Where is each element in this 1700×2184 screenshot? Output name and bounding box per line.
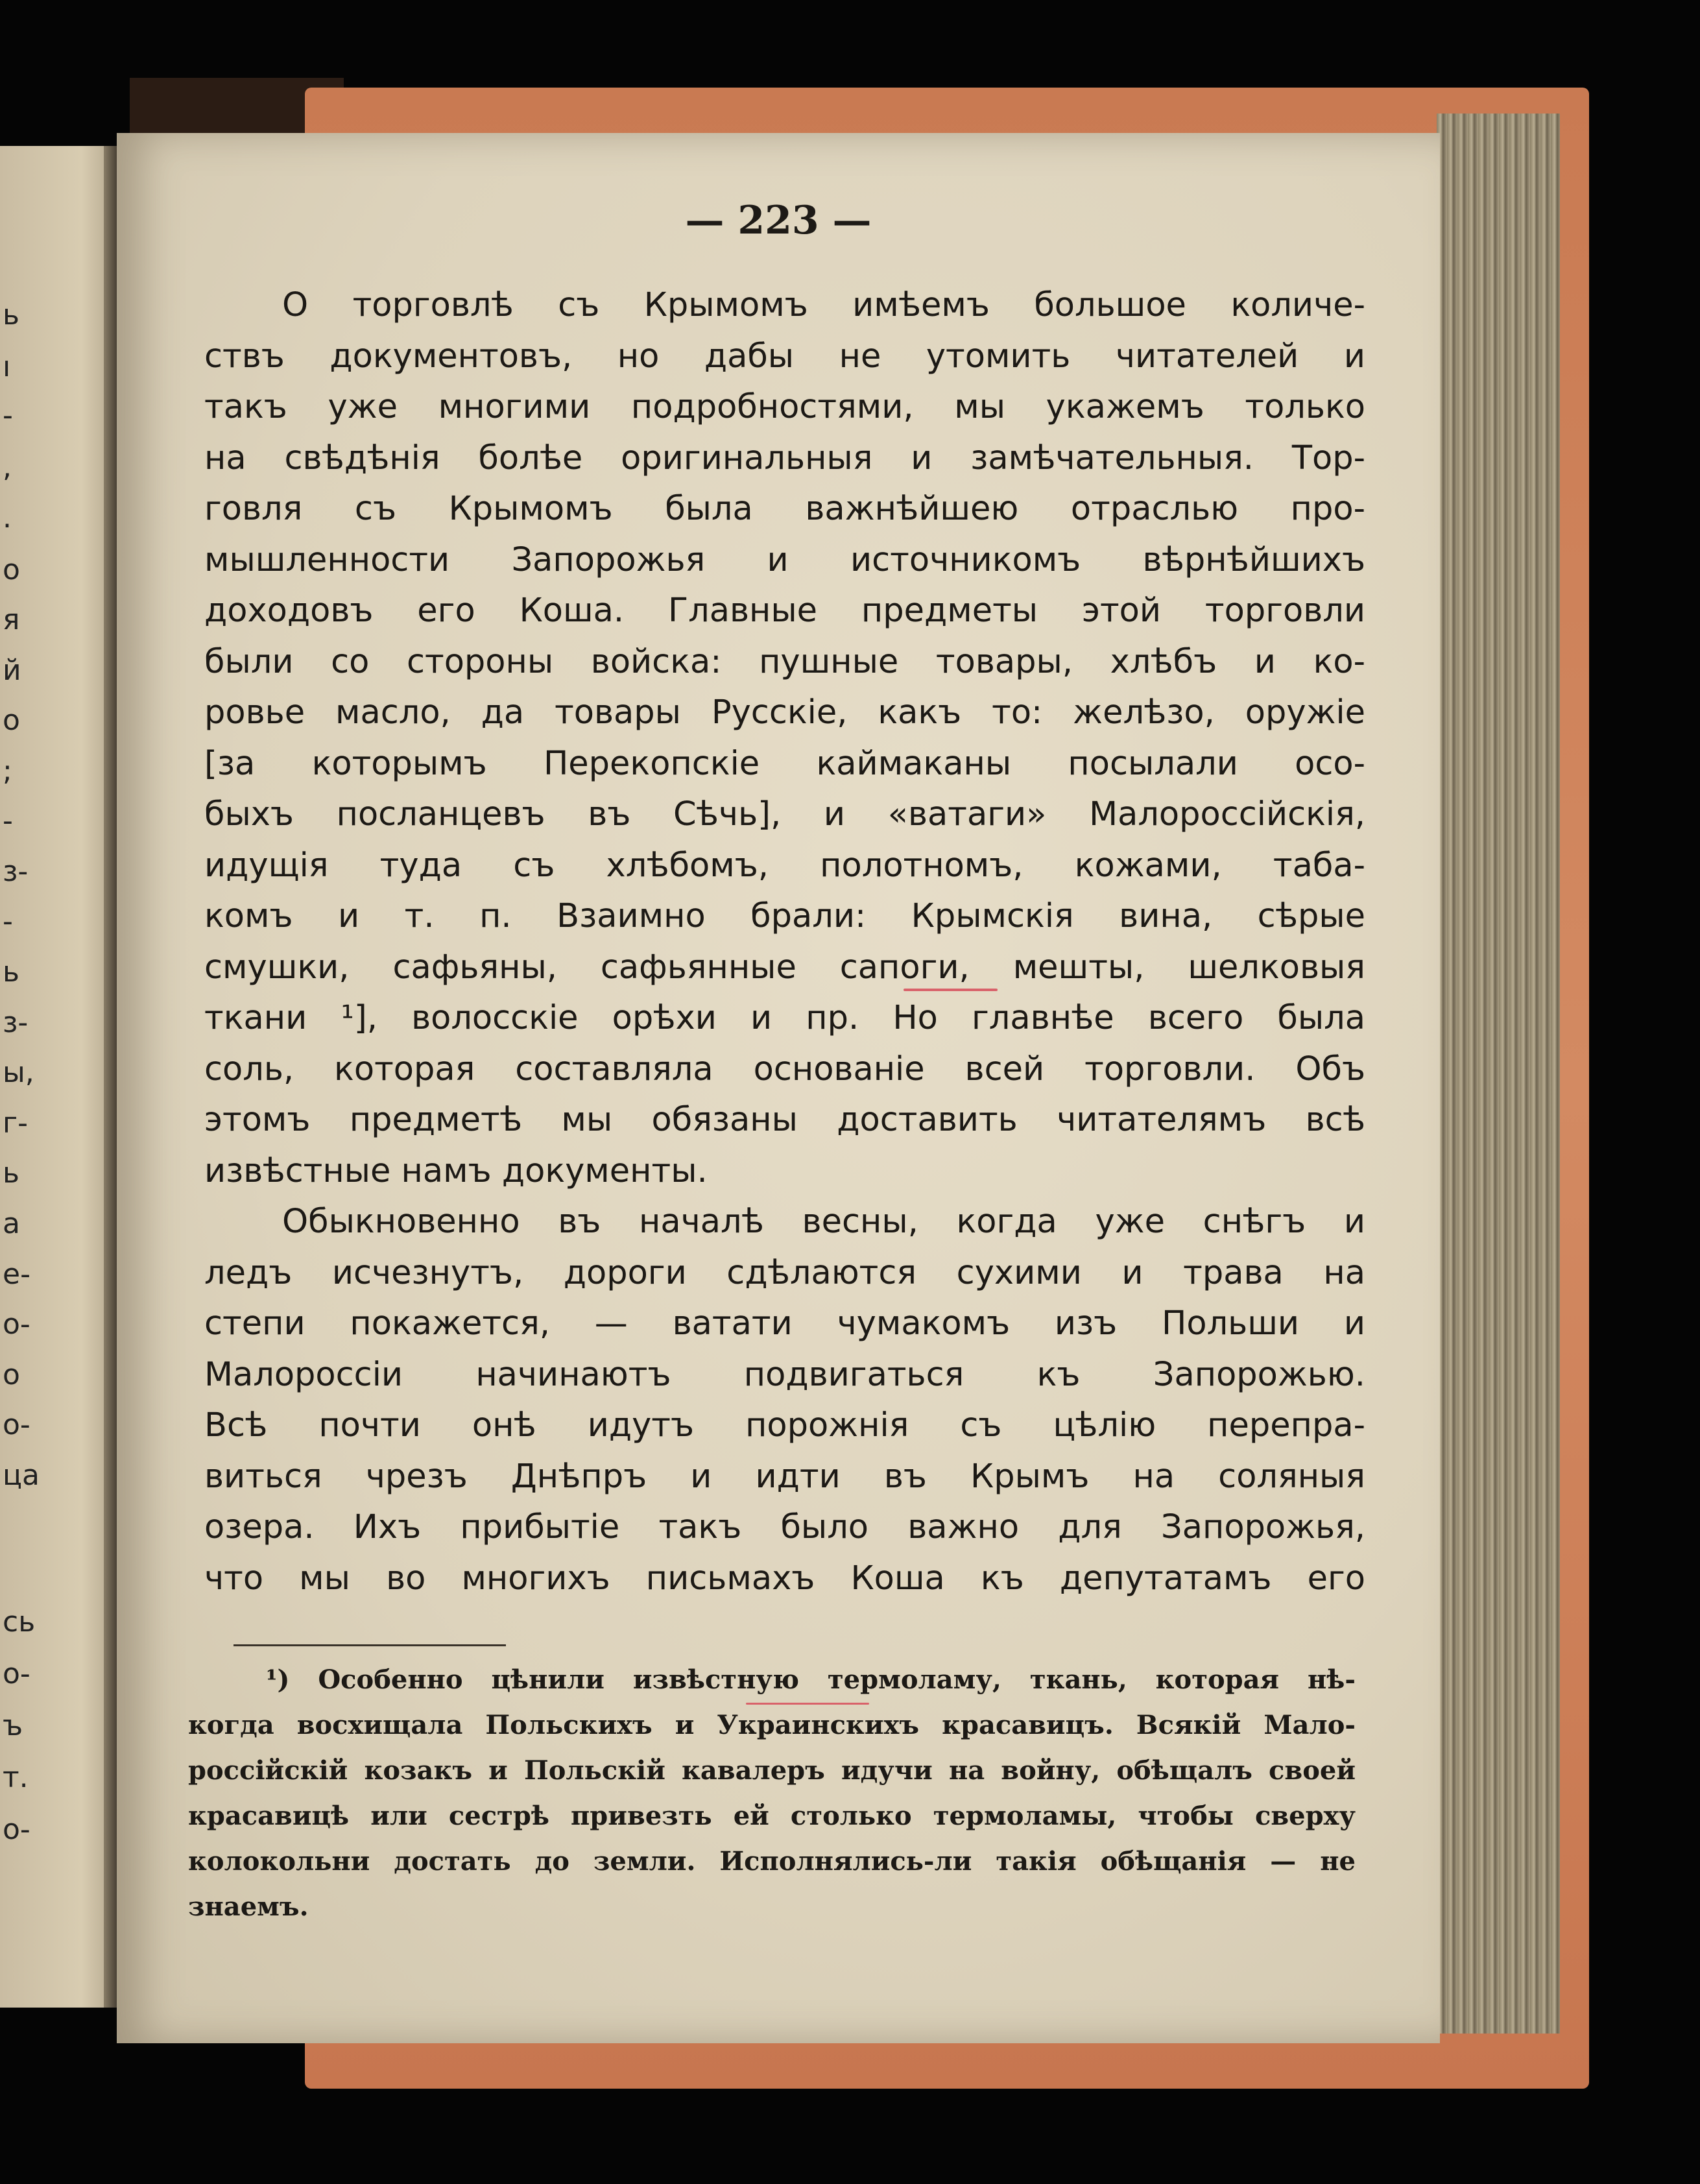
page-number: — 223 — — [685, 198, 872, 243]
text-line: идущія туда съ хлѣбомъ, полотномъ, кожами, таба- — [204, 846, 1365, 885]
text-line: такъ уже многими подробностями, мы укажемъ только — [204, 388, 1365, 426]
previous-page-fragment: ь — [3, 298, 19, 331]
page-block-edge — [1437, 114, 1560, 2034]
previous-page-fragment: - — [3, 905, 13, 938]
text-line: смушки, сафьяны, сафьянные сапоги, мешты, шелковыя — [204, 948, 1365, 987]
previous-page-fragment: , — [3, 451, 12, 484]
text-line: быхъ посланцевъ въ Сѣчь], и «ватаги» Малороссійскія, — [204, 795, 1365, 834]
book-page — [117, 133, 1440, 2043]
previous-page-fragment: о- — [3, 1408, 30, 1441]
text-line: извѣстные намъ документы. — [204, 1151, 708, 1190]
previous-page-fragment: сь — [3, 1605, 36, 1638]
text-line: ровье масло, да товары Русскіе, какъ то: желѣзо, оружіе — [204, 693, 1365, 732]
footnote-rule — [233, 1644, 506, 1646]
footnote — [188, 1657, 1356, 1930]
text-line: Всѣ почти онѣ идутъ порожнія съ цѣлію перепра- — [204, 1406, 1365, 1445]
previous-page-fragment: о- — [3, 1308, 30, 1341]
text-line: ткани ¹], волосскіе орѣхи и пр. Но главнѣе всего была — [204, 999, 1365, 1037]
previous-page-fragment: о — [3, 1358, 20, 1391]
footnote-line: колокольни достать до земли. Исполнялись-ли такія обѣщанія — не — [188, 1846, 1356, 1877]
red-underline-mark — [746, 1703, 869, 1705]
text-line: Малороссіи начинаютъ подвигаться къ Запорожью. — [204, 1355, 1365, 1394]
text-line: были со стороны войска: пушные товары, хлѣбъ и ко- — [204, 642, 1365, 681]
text-line: [за которымъ Перекопскіе каймаканы посылали осо- — [204, 744, 1365, 783]
previous-page-fragment: ъ — [3, 1709, 23, 1742]
text-line: О торговлѣ съ Крымомъ имѣемъ большое количе- — [282, 286, 1365, 324]
text-line: виться чрезъ Днѣпръ и идти въ Крымъ на соляныя — [204, 1457, 1365, 1496]
text-line: на свѣдѣнія болѣе оригинальныя и замѣчательныя. Тор- — [204, 438, 1365, 477]
text-line: мышленности Запорожья и источникомъ вѣрнѣйшихъ — [204, 540, 1365, 579]
previous-page-fragment: о- — [3, 1657, 30, 1690]
previous-page-fragment: ь — [3, 955, 19, 989]
previous-page-fragment: з- — [3, 1006, 29, 1039]
body-text — [204, 280, 1365, 1604]
previous-page-fragment: я — [3, 603, 20, 636]
previous-page-fragment: г- — [3, 1107, 28, 1140]
previous-page-fragment: а — [3, 1207, 20, 1240]
footnote-line: россійскій козакъ и Польскій кавалеръ идучи на войну, обѣщалъ своей — [188, 1755, 1356, 1786]
text-line: озера. Ихъ прибытіе такъ было важно для Запорожья, — [204, 1508, 1365, 1546]
previous-page-fragment: о — [3, 553, 20, 586]
footnote-line: знаемъ. — [188, 1891, 309, 1922]
previous-page-fragment: ы, — [3, 1056, 34, 1089]
previous-page-fragment: . — [3, 501, 12, 534]
text-line: ледъ исчезнутъ, дороги сдѣлаются сухими и трава на — [204, 1253, 1365, 1292]
text-line: Обыкновенно въ началѣ весны, когда уже снѣгъ и — [282, 1203, 1365, 1241]
footnote-line: красавицѣ или сестрѣ привезть ей столько термоламы, чтобы сверху — [188, 1801, 1356, 1831]
previous-page-fragment: е- — [3, 1258, 30, 1291]
text-line: этомъ предметѣ мы обязаны доставить читателямъ всѣ — [204, 1101, 1365, 1139]
previous-page-fragment: ; — [3, 754, 12, 787]
previous-page-fragment: ı — [3, 350, 11, 383]
previous-page-fragment: ца — [3, 1459, 40, 1492]
previous-page-edge — [0, 146, 117, 2008]
text-line: говля съ Крымомъ была важнѣйшею отраслью про- — [204, 490, 1365, 528]
text-line: соль, которая составляла основаніе всей торговли. Объ — [204, 1050, 1365, 1088]
text-line: что мы во многихъ письмахъ Коша къ депутатамъ его — [204, 1559, 1365, 1598]
text-line: ствъ документовъ, но дабы не утомить читателей и — [204, 337, 1365, 376]
text-line: комъ и т. п. Взаимно брали: Крымскія вина, сѣрые — [204, 897, 1365, 935]
previous-page-fragment: ь — [3, 1157, 19, 1190]
text-line: степи покажется, — ватати чумакомъ изъ Польши и — [204, 1304, 1365, 1343]
footnote-line: ¹) Особенно цѣнили извѣстную термоламу, ткань, которая нѣ- — [266, 1664, 1356, 1695]
previous-page-fragment: о — [3, 704, 20, 737]
previous-page-fragment: т. — [3, 1761, 29, 1794]
previous-page-fragment: - — [3, 804, 13, 837]
red-underline-mark — [904, 989, 998, 991]
text-line: доходовъ его Коша. Главные предметы этой торговли — [204, 592, 1365, 630]
previous-page-fragment: - — [3, 399, 13, 432]
previous-page-fragment: й — [3, 654, 21, 687]
previous-page-fragment: з- — [3, 855, 29, 888]
previous-page-fragment: о- — [3, 1813, 30, 1846]
footnote-line: когда восхищала Польскихъ и Украинскихъ красавицъ. Всякій Мало- — [188, 1710, 1356, 1740]
